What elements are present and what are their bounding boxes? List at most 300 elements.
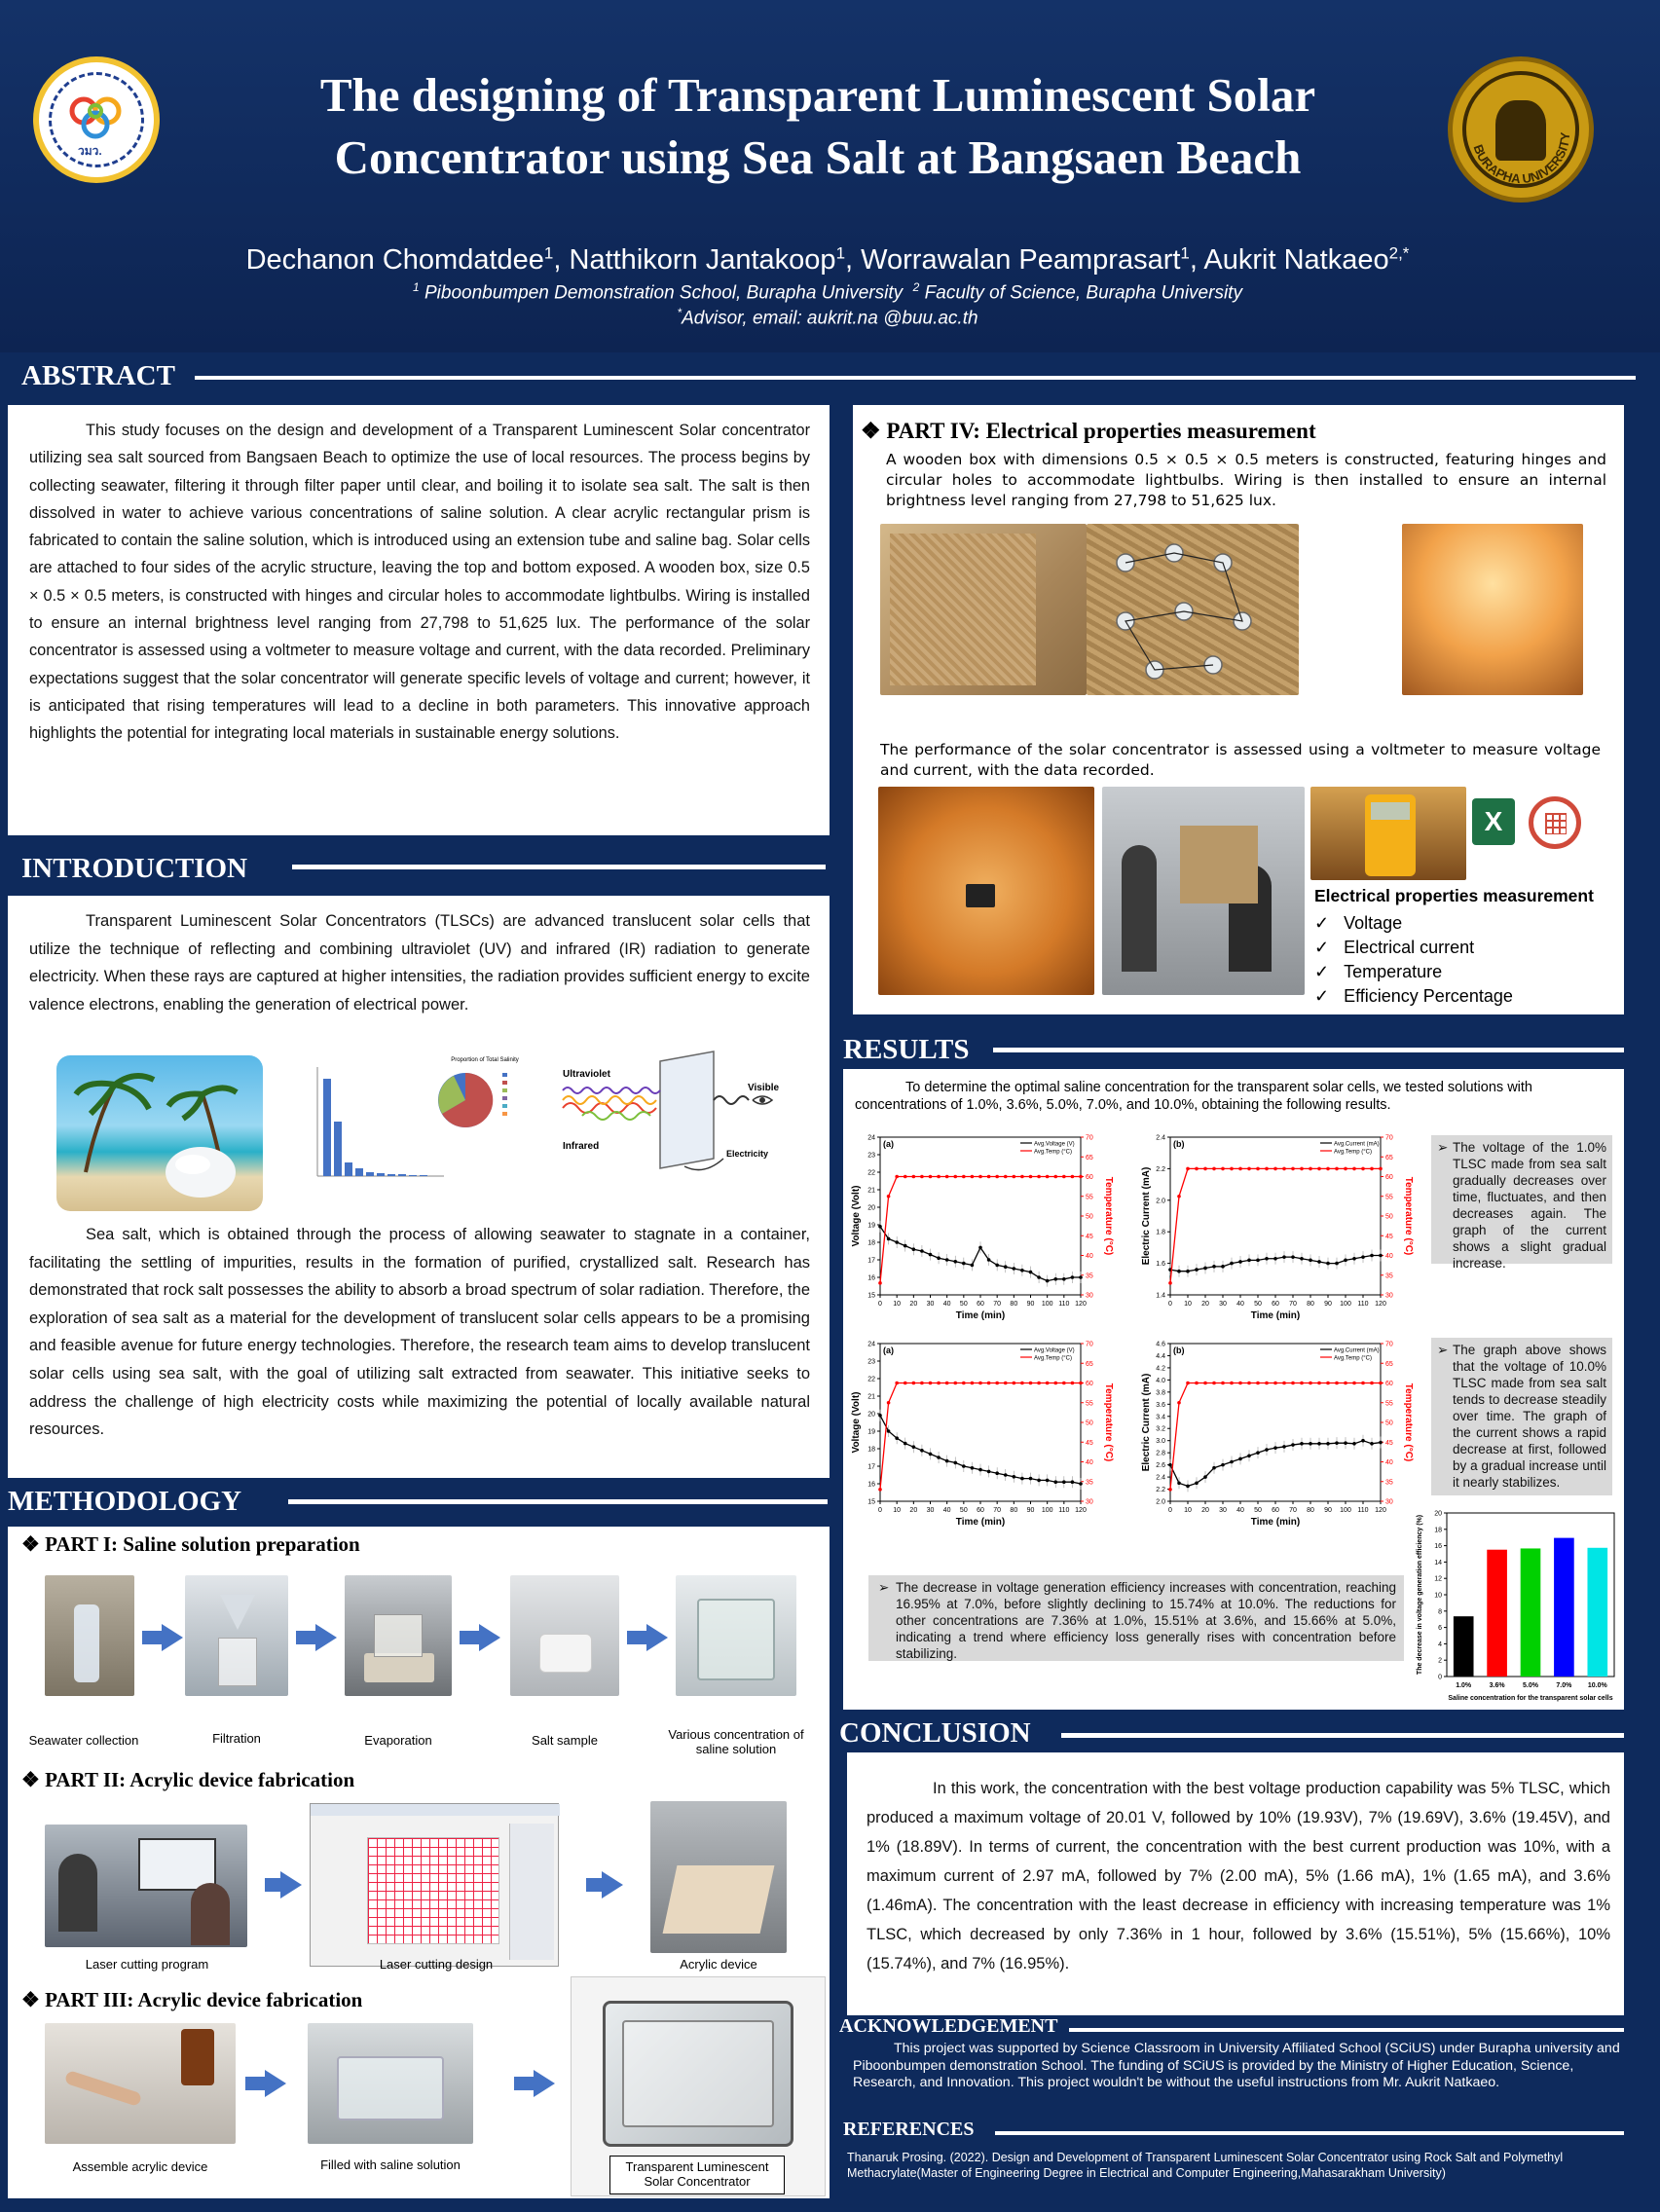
data-point — [1186, 1270, 1190, 1273]
y-tick-label: 3.4 — [1156, 1414, 1165, 1421]
legend-entry: Avg.Temp (°C) — [1034, 1149, 1072, 1156]
x-axis-label: Time (min) — [1250, 1517, 1301, 1528]
y-tick-label: 3.8 — [1156, 1389, 1165, 1397]
uv-ir-diagram — [553, 1051, 787, 1178]
data-point — [937, 1382, 941, 1385]
data-point — [1029, 1271, 1033, 1274]
y-tick-label: 15 — [867, 1292, 875, 1300]
data-point — [929, 1453, 933, 1456]
data-point — [962, 1382, 966, 1385]
author-list: Dechanon Chomdatdee$^1$, Natthikorn Jantakoop$^1$, Worrawalan Peamprasart$^1$, Aukrit Natkaeo$^{2,*}$ — [245, 243, 1410, 276]
y-tick-label: 17 — [867, 1463, 875, 1471]
salt-sample-photo — [510, 1575, 619, 1696]
data-point — [1053, 1480, 1057, 1484]
x-axis-label: Time (min) — [955, 1517, 1006, 1528]
y-tick-label: 2.4 — [1156, 1474, 1165, 1482]
y-axis-label: Electric Current (mA) — [1141, 1166, 1152, 1266]
checklist-title: Electrical properties measurement — [1314, 886, 1594, 905]
y2-tick-label: 65 — [1385, 1154, 1393, 1161]
saline-concentrations-photo — [676, 1575, 796, 1696]
advisor-contact: *Advisor, email: aukrit.na @buu.ac.th — [677, 306, 978, 329]
data-point — [1029, 1477, 1033, 1481]
data-point — [1247, 1382, 1251, 1385]
data-point — [1212, 1167, 1216, 1171]
data-point — [945, 1258, 949, 1262]
author-2: Natthikorn Jantakoop$^1$ — [569, 243, 846, 276]
data-point — [1361, 1382, 1365, 1385]
data-point — [1046, 1279, 1050, 1283]
filtration-photo — [185, 1575, 288, 1696]
caption-assemble-device: Assemble acrylic device — [72, 2159, 208, 2174]
y-tick-label: 22 — [867, 1169, 875, 1177]
x-tick-label: 90 — [1324, 1301, 1332, 1308]
author-1: Dechanon Chomdatdee$^1$ — [245, 243, 554, 276]
data-point — [971, 1264, 975, 1268]
data-point — [1352, 1167, 1356, 1171]
arrow-icon — [646, 1624, 668, 1651]
data-point — [1352, 1382, 1356, 1385]
y2-tick-label: 30 — [1385, 1498, 1393, 1506]
data-point — [912, 1247, 916, 1251]
data-point — [1046, 1175, 1050, 1179]
data-point — [1379, 1441, 1383, 1445]
data-point — [895, 1240, 899, 1244]
x-tick-label: 10 — [893, 1301, 902, 1308]
y-tick-label: 19 — [867, 1428, 875, 1436]
x-tick-label: 0 — [878, 1301, 882, 1308]
data-point — [937, 1175, 941, 1179]
data-point — [1300, 1167, 1304, 1171]
methodology-panel — [8, 1527, 830, 2198]
data-point — [1177, 1482, 1181, 1486]
y2-tick-label: 35 — [1385, 1479, 1393, 1487]
data-point — [953, 1461, 957, 1465]
introduction-para-2: Sea salt, which is obtained through the process of allowing seawater to stagnate in a container, facilitating the settling of impurities, results in the formation of purified, crystallized salt. Research has demonstrated that rock salt possesses the ability to absorb a broad spectrum of solar radiation. Therefore, the exploration of sea salt as a material for the development of translucent solar cells appears to be a promising and feasible avenue for future energy technologies. Therefore, the research team aims to develop translucent solar cells using sea salt, with the goal of utilizing salt extracted from seawater. This initiative seeks to address the challenge of high electricity costs while maximizing the potential of locally available natural resources. — [29, 1226, 810, 1439]
y-axis-label: The decrease in voltage generation efficiency (%) — [1417, 1514, 1423, 1676]
check-icon: ✓ — [1314, 938, 1345, 957]
y-tick-label: 1.8 — [1156, 1229, 1165, 1236]
panel-label: (b) — [1173, 1139, 1185, 1149]
x-tick-label: 90 — [1324, 1507, 1332, 1514]
x-tick-label: 20 — [1201, 1301, 1209, 1308]
data-point — [971, 1382, 975, 1385]
y2-tick-label: 65 — [1086, 1360, 1093, 1368]
data-point — [1177, 1195, 1181, 1198]
data-point — [995, 1175, 999, 1179]
x-tick-label: 3.6% — [1489, 1682, 1505, 1689]
x-axis-label: Time (min) — [1250, 1310, 1301, 1321]
y-tick-label: 3.0 — [1156, 1438, 1165, 1446]
data-point — [1335, 1167, 1339, 1171]
y2-tick-label: 35 — [1385, 1272, 1393, 1280]
x-axis-label: Saline concentration for the transparent solar cells — [1448, 1695, 1613, 1702]
data-point — [1256, 1451, 1260, 1455]
data-point — [1079, 1275, 1083, 1279]
data-point — [1238, 1167, 1242, 1171]
data-point — [1273, 1257, 1277, 1261]
y-tick-label: 2.2 — [1156, 1165, 1165, 1173]
bar — [1587, 1548, 1607, 1677]
x-tick-label: 40 — [1236, 1507, 1244, 1514]
data-point — [920, 1382, 924, 1385]
y2-tick-label: 65 — [1086, 1154, 1093, 1161]
data-point — [1291, 1167, 1295, 1171]
author-3: Worrawalan Peamprasart$^1$ — [861, 243, 1190, 276]
x-tick-label: 80 — [1307, 1507, 1314, 1514]
data-point — [912, 1175, 916, 1179]
check-icon: ✓ — [1314, 962, 1345, 981]
poster-title — [195, 64, 1441, 189]
y2-tick-label: 40 — [1086, 1459, 1093, 1466]
data-point — [1071, 1275, 1075, 1279]
data-point — [945, 1459, 949, 1463]
data-point — [1079, 1382, 1083, 1385]
data-point — [1186, 1382, 1190, 1385]
x-tick-label: 120 — [1075, 1507, 1087, 1514]
y-tick-label: 2.2 — [1156, 1487, 1165, 1494]
data-point — [1300, 1442, 1304, 1446]
data-point — [1195, 1167, 1199, 1171]
voltage-chart-10pct — [849, 1336, 1112, 1530]
conclusion-heading: CONCLUSION — [839, 1717, 1031, 1749]
data-point — [1230, 1167, 1234, 1171]
part4-text-1: A wooden box with dimensions 0.5 × 0.5 × 0.5 meters is constructed, featuring hinges and circular holes to accommodate lightbulbs. Wiring is then installed to ensure an internal brightness level ranging from 27,798 to 51,625 lux. — [886, 451, 1606, 509]
laser-cutting-program-photo — [45, 1825, 247, 1947]
y2-tick-label: 50 — [1385, 1419, 1393, 1427]
y-tick-label: 1.4 — [1156, 1292, 1165, 1300]
data-point — [1370, 1254, 1374, 1258]
legend-entry: Avg.Temp (°C) — [1034, 1355, 1072, 1362]
results-heading: RESULTS — [843, 1034, 970, 1065]
measurement-box-photo — [878, 787, 1094, 995]
y-tick-label: 20 — [867, 1411, 875, 1419]
x-tick-label: 0 — [878, 1507, 882, 1514]
reference-item: Thanaruk Prosing. (2022). Design and Development of Transparent Luminescent Solar Concentrator using Rock Salt and Polymethyl Methacrylate(Master of Engineering Degree in Electrical and Computer Engineering,Mahasarakham University) — [847, 2151, 1564, 2180]
data-point — [1004, 1265, 1008, 1269]
data-point — [1020, 1269, 1024, 1272]
x-tick-label: 120 — [1075, 1301, 1087, 1308]
data-point — [887, 1429, 891, 1433]
data-point — [878, 1225, 882, 1229]
diamond-bullet-icon: ❖ — [21, 1988, 46, 2011]
data-point — [1326, 1167, 1330, 1171]
data-point — [1238, 1260, 1242, 1264]
part3-title: ❖ PART III: Acrylic device fabrication — [21, 1988, 363, 2011]
legend-entry: Avg.Temp (°C) — [1334, 1149, 1372, 1156]
x-tick-label: 30 — [1219, 1507, 1227, 1514]
y-axis-label: Electric Current (mA) — [1141, 1373, 1152, 1472]
data-point — [1309, 1442, 1312, 1446]
data-point — [987, 1258, 991, 1262]
y2-tick-label: 35 — [1086, 1272, 1093, 1280]
data-point — [904, 1244, 907, 1248]
svg-text:Electricity: Electricity — [726, 1149, 769, 1159]
x-tick-label: 30 — [926, 1507, 935, 1514]
data-point — [929, 1382, 933, 1385]
introduction-heading: INTRODUCTION — [21, 853, 248, 884]
abstract-heading: ABSTRACT — [21, 360, 175, 391]
y2-tick-label: 45 — [1385, 1439, 1393, 1447]
data-point — [1195, 1382, 1199, 1385]
salinity-pie-chart — [426, 1051, 543, 1149]
x-tick-label: 30 — [926, 1301, 935, 1308]
burapha-university-logo — [1448, 56, 1594, 203]
data-point — [995, 1382, 999, 1385]
data-point — [1317, 1382, 1321, 1385]
data-point — [1203, 1475, 1207, 1479]
data-point — [1013, 1475, 1016, 1479]
legend-entry: Avg.Voltage (V) — [1034, 1347, 1075, 1354]
data-point — [1020, 1477, 1024, 1481]
multimeter-photo — [1310, 787, 1466, 880]
y-tick-label: 18 — [1434, 1527, 1442, 1534]
check-icon: ✓ — [1314, 986, 1345, 1006]
y2-tick-label: 60 — [1086, 1174, 1093, 1181]
data-point — [962, 1175, 966, 1179]
part4-title: ❖ PART IV: Electrical properties measurement — [861, 419, 1316, 443]
data-point — [1309, 1259, 1312, 1263]
arrow-icon — [479, 1624, 500, 1651]
y2-axis-label: Temperature (°C) — [1103, 1176, 1114, 1256]
current-chart-1pct — [1139, 1129, 1412, 1324]
data-point — [995, 1471, 999, 1475]
y-tick-label: 4.4 — [1156, 1352, 1165, 1360]
data-point — [1282, 1167, 1286, 1171]
y-tick-label: 16 — [867, 1274, 875, 1282]
y-tick-label: 23 — [867, 1358, 875, 1366]
x-tick-label: 60 — [1272, 1301, 1279, 1308]
data-point — [1203, 1267, 1207, 1271]
x-tick-label: 0 — [1168, 1301, 1172, 1308]
data-point — [1062, 1382, 1066, 1385]
y2-tick-label: 40 — [1385, 1459, 1393, 1466]
data-point — [1265, 1167, 1269, 1171]
data-point — [1247, 1259, 1251, 1263]
data-point — [1053, 1175, 1057, 1179]
y2-tick-label: 35 — [1086, 1479, 1093, 1487]
y2-tick-label: 45 — [1086, 1233, 1093, 1240]
data-point — [1273, 1446, 1277, 1450]
students-measuring-photo — [1102, 787, 1305, 995]
y2-axis-label: Temperature (°C) — [1403, 1176, 1414, 1256]
data-point — [1379, 1382, 1383, 1385]
data-point — [1037, 1275, 1041, 1279]
data-point — [1230, 1262, 1234, 1266]
results-intro: To determine the optimal saline concentration for the transparent solar cells, we tested solutions with concentrations of 1.0%, 3.6%, 5.0%, 7.0%, and 10.0%, obtaining the following results. — [855, 1080, 1532, 1113]
data-point — [1370, 1382, 1374, 1385]
y-axis-label: Voltage (Volt) — [851, 1391, 862, 1454]
x-tick-label: 5.0% — [1523, 1682, 1538, 1689]
data-point — [1273, 1167, 1277, 1171]
data-point — [1291, 1382, 1295, 1385]
affiliations: $^1$ Piboonbumpen Demonstration School, Burapha University $^2$ Faculty of Science, Burapha University — [413, 280, 1242, 304]
measurement-checklist — [1314, 911, 1513, 1009]
filled-saline-photo — [308, 2023, 473, 2144]
data-point — [1317, 1167, 1321, 1171]
data-point — [1370, 1167, 1374, 1171]
y-tick-label: 18 — [867, 1446, 875, 1454]
results-note-3: ➢ The decrease in voltage generation efficiency increases with concentration, reaching 16.95% at 7.0%, before slightly declining to 15.74% at 10.0%. The reductions for other concentrations are 7.36% at 1.0%, 15.51% at 3.6%, and 15.66% at 5.0%, indicating a trend where efficiency loss generally rises with concentration before stabilizing. — [868, 1575, 1404, 1661]
y2-tick-label: 60 — [1385, 1381, 1393, 1387]
data-point — [1177, 1270, 1181, 1273]
conclusion-rule — [1061, 1733, 1624, 1738]
data-point — [1335, 1441, 1339, 1445]
data-point — [1379, 1167, 1383, 1171]
checklist-item: ✓ Temperature — [1314, 962, 1443, 981]
y-tick-label: 15 — [867, 1498, 875, 1506]
y2-tick-label: 55 — [1086, 1400, 1093, 1408]
x-tick-label: 100 — [1041, 1507, 1053, 1514]
data-point — [1186, 1485, 1190, 1489]
legend-entry: Avg.Current (mA) — [1334, 1141, 1380, 1148]
seawater-collection-photo — [45, 1575, 134, 1696]
data-point — [1352, 1257, 1356, 1261]
data-point — [1071, 1480, 1075, 1484]
svg-text:Proportion of Total Salinity: Proportion of Total Salinity — [451, 1057, 519, 1063]
y2-tick-label: 30 — [1086, 1498, 1093, 1506]
x-tick-label: 110 — [1058, 1507, 1070, 1514]
y-tick-label: 12 — [1434, 1575, 1442, 1583]
data-point — [1230, 1460, 1234, 1464]
data-point — [1317, 1442, 1321, 1446]
y2-tick-label: 45 — [1385, 1233, 1393, 1240]
data-point — [962, 1262, 966, 1266]
x-tick-label: 10 — [893, 1507, 902, 1514]
data-point — [1046, 1479, 1050, 1483]
data-point — [978, 1468, 982, 1472]
x-tick-label: 70 — [1289, 1301, 1297, 1308]
methodology-heading: METHODOLOGY — [8, 1486, 242, 1517]
data-point — [1265, 1448, 1269, 1452]
x-tick-label: 40 — [1236, 1301, 1244, 1308]
x-tick-label: 7.0% — [1556, 1682, 1572, 1689]
data-point — [1309, 1167, 1312, 1171]
data-point — [1273, 1382, 1277, 1385]
data-point — [1020, 1175, 1024, 1179]
data-point — [1300, 1257, 1304, 1261]
x-tick-label: 50 — [1254, 1507, 1262, 1514]
diamond-bullet-icon: ❖ — [861, 419, 887, 443]
x-tick-label: 120 — [1375, 1507, 1386, 1514]
data-point — [1247, 1167, 1251, 1171]
lightbulb-wiring-photo — [1087, 524, 1299, 695]
references-heading: REFERENCES — [843, 2119, 975, 2140]
data-point — [929, 1253, 933, 1257]
y-tick-label: 16 — [1434, 1543, 1442, 1551]
y2-tick-label: 55 — [1385, 1194, 1393, 1201]
x-tick-label: 100 — [1340, 1507, 1351, 1514]
y-tick-label: 21 — [867, 1187, 875, 1195]
data-point — [978, 1246, 982, 1250]
data-point — [904, 1175, 907, 1179]
data-point — [1256, 1259, 1260, 1263]
data-point — [1079, 1175, 1083, 1179]
data-point — [1212, 1466, 1216, 1470]
data-point — [953, 1260, 957, 1264]
data-point — [1053, 1277, 1057, 1281]
data-point — [987, 1470, 991, 1474]
data-point — [1212, 1382, 1216, 1385]
y2-tick-label: 40 — [1385, 1253, 1393, 1260]
y2-axis-label: Temperature (°C) — [1403, 1382, 1414, 1462]
data-point — [912, 1445, 916, 1449]
y-tick-label: 14 — [1434, 1559, 1442, 1567]
author-4: Aukrit Natkaeo$^{2,*}$ — [1203, 243, 1410, 276]
diamond-bullet-icon: ❖ — [21, 1768, 46, 1791]
x-tick-label: 60 — [1272, 1507, 1279, 1514]
x-tick-label: 70 — [1289, 1507, 1297, 1514]
data-point — [1344, 1441, 1347, 1445]
data-point — [1203, 1382, 1207, 1385]
data-point — [978, 1175, 982, 1179]
data-point — [920, 1249, 924, 1253]
results-note-2: ➢ The graph above shows that the voltage of 10.0% TLSC made from sea salt tends to decrease steadily over time. The graph of the current shows a rapid decrease at first, followed by a gradual increase until it nearly stabilizes. — [1431, 1338, 1612, 1495]
caption-laser-cutting-program: Laser cutting program — [85, 1957, 209, 1972]
y2-tick-label: 50 — [1086, 1419, 1093, 1427]
data-point — [904, 1442, 907, 1446]
data-point — [887, 1195, 891, 1198]
results-panel — [843, 1069, 1624, 1710]
data-point — [1379, 1254, 1383, 1258]
logo-left-mark: วมว. — [78, 144, 102, 158]
conclusion-panel — [847, 1752, 1624, 2015]
data-point — [1177, 1401, 1181, 1405]
y2-tick-label: 40 — [1086, 1253, 1093, 1260]
x-tick-label: 1.0% — [1456, 1682, 1472, 1689]
data-point — [971, 1466, 975, 1470]
caption-acrylic-device: Acrylic device — [680, 1957, 757, 1972]
checklist-item: ✓ Efficiency Percentage — [1314, 986, 1513, 1006]
title-line-2: Concentrator using Sea Salt at Bangsaen Beach — [334, 130, 1302, 184]
data-point — [1062, 1175, 1066, 1179]
y2-tick-label: 55 — [1086, 1194, 1093, 1201]
x-tick-label: 70 — [993, 1301, 1002, 1308]
caption-tlsc-final: Transparent Luminescent Solar Concentrator — [609, 2156, 785, 2194]
y-tick-label: 19 — [867, 1222, 875, 1230]
arrow-icon — [162, 1624, 183, 1651]
panel-label: (b) — [1173, 1346, 1185, 1355]
x-tick-label: 40 — [942, 1507, 951, 1514]
legend-entry: Avg.Current (mA) — [1334, 1347, 1380, 1354]
data-point — [1037, 1382, 1041, 1385]
y-tick-label: 10 — [1434, 1592, 1442, 1600]
caption-filled-saline: Filled with saline solution — [320, 2157, 461, 2172]
y-tick-label: 16 — [867, 1481, 875, 1489]
data-point — [920, 1449, 924, 1453]
x-tick-label: 0 — [1168, 1507, 1172, 1514]
data-point — [1037, 1479, 1041, 1483]
arrow-bullet-icon: ➢ — [1437, 1140, 1449, 1155]
x-tick-label: 50 — [959, 1507, 968, 1514]
x-tick-label: 70 — [993, 1507, 1002, 1514]
y-tick-label: 2.4 — [1156, 1134, 1165, 1142]
data-point — [929, 1175, 933, 1179]
data-point — [1256, 1167, 1260, 1171]
x-tick-label: 120 — [1375, 1301, 1386, 1308]
data-point — [1029, 1382, 1033, 1385]
data-point — [1186, 1167, 1190, 1171]
data-point — [937, 1256, 941, 1260]
x-tick-label: 110 — [1058, 1301, 1070, 1308]
voltage-chart-1pct — [849, 1129, 1112, 1324]
data-point — [987, 1175, 991, 1179]
data-point — [937, 1456, 941, 1459]
abstract-panel — [8, 405, 830, 835]
y-tick-label: 4.0 — [1156, 1377, 1165, 1384]
references-rule — [995, 2131, 1624, 2135]
data-point — [887, 1237, 891, 1241]
data-point — [1004, 1382, 1008, 1385]
